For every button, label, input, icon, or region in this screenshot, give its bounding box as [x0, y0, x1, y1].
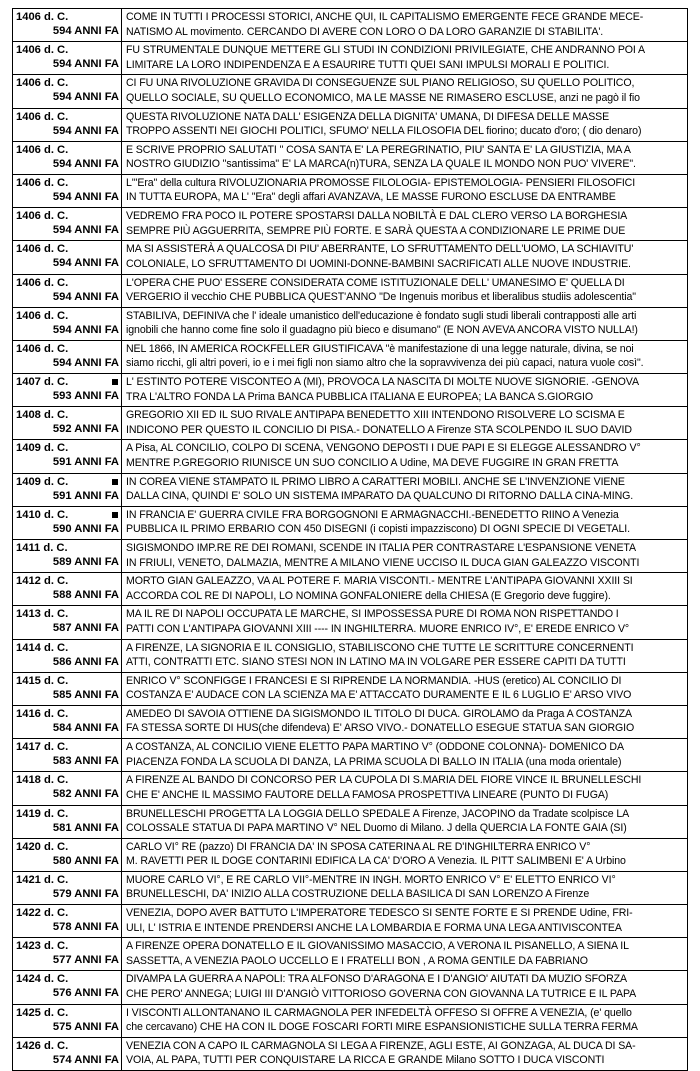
timeline-row [13, 772, 688, 805]
date-cell [13, 241, 122, 274]
event-text-line: L' ESTINTO POTERE VISCONTEO A (MI), PROVOCA LA NASCITA DI MOLTE NUOVE SIGNORIE. -GENOVA [126, 376, 639, 389]
event-text-line: L'OPERA CHE PUO' ESSERE CONSIDERATA COME ISTITUZIONALE DELL' UMANESIMO E' QUELLA DI [126, 276, 625, 289]
years-ago-label: 589 ANNI FA [52, 556, 119, 568]
event-text-line: ACCORDA COL RE DI NAPOLI, LO NOMINA GONFALONIERE della CHIESA (E Gregorio deve fuggire). [126, 589, 611, 602]
year-label: 1407 d. C. [16, 376, 69, 389]
year-label: 1417 d. C. [16, 741, 69, 754]
timeline-row [13, 274, 688, 307]
years-ago-label: 590 ANNI FA [52, 522, 119, 535]
event-text-line: ATTI, CONTRATTI ETC. SIANO STESI NON IN LATINO MA IN VOLGARE PER ESSERE CAPITI DA TUTTI [126, 656, 626, 669]
event-text-line: COME IN TUTTI I PROCESSI STORICI, ANCHE QUI, IL CAPITALISMO EMERGENTE FECE GRANDE MECE- [126, 11, 644, 23]
timeline-row [13, 108, 688, 141]
event-cell [122, 1004, 688, 1037]
timeline-row [13, 739, 688, 772]
date-cell [13, 274, 122, 307]
year-label: 1406 d. C. [16, 44, 69, 57]
timeline-row [13, 905, 688, 938]
timeline-row [13, 606, 688, 639]
event-text-line: FA STESSA SORTE DI HUS(che difendeva) E' ARSO VIVO.- DONATELLO ESEGUE STATUA SAN GIORGIO [126, 722, 635, 735]
year-label: 1406 d. C. [16, 309, 69, 322]
year-label: 1410 d. C. [16, 508, 69, 521]
date-cell [13, 838, 122, 871]
year-label: 1416 d. C. [16, 707, 69, 720]
event-text-line: SASSETTA, A VENEZIA PAOLO UCCELLO E I FRATELLI BON , A ROMA GENTILE DA FABRIANO [126, 954, 588, 967]
event-cell [122, 573, 688, 606]
timeline-row [13, 540, 688, 573]
event-text-line: L'"Era" della cultura RIVOLUZIONARIA PROMOSSE FILOLOGIA- EPISTEMOLOGIA- PENSIERI FILOSOFICI [126, 176, 636, 189]
timeline-row [13, 174, 688, 207]
date-cell [13, 407, 122, 440]
year-label: 1414 d. C. [16, 641, 69, 654]
event-text-line: BRUNELLESCHI PROGETTA LA LOGGIA DELLO SPEDALE A Firenze, JACOPINO da Tradate scolpisce LA [126, 807, 630, 820]
event-text-line: CI FU UNA RIVOLUZIONE GRAVIDA DI CONSEGUENZE SUL PIANO RELIGIOSO, SU QUELLO POLITICO, [126, 77, 635, 90]
date-cell [13, 506, 122, 539]
event-text-line: NOSTRO GIUDIZIO "santissima" E' LA MARCA(n)TURA, SENZA LA QUALE IL MONDO NON PUO' VIVERE". [126, 158, 636, 171]
years-ago-label: 594 ANNI FA [52, 356, 119, 369]
event-text-line: STABILIVA, DEFINIVA che l' ideale umanistico dell'educazione è fondato sugli studi liberali contrapposti alle arti [126, 309, 637, 322]
year-label: 1406 d. C. [16, 243, 69, 256]
event-cell [122, 9, 688, 42]
event-cell [122, 705, 688, 738]
year-label: 1406 d. C. [16, 342, 69, 355]
date-cell [13, 1004, 122, 1037]
timeline-row [13, 838, 688, 871]
year-label: 1412 d. C. [16, 575, 69, 588]
event-cell [122, 108, 688, 141]
year-label: 1406 d. C. [16, 11, 69, 23]
date-cell [13, 440, 122, 473]
event-text-line: A Pisa, AL CONCILIO, COLPO DI SCENA, VENGONO DEPOSTI I DUE PAPI E SI ELEGGE ALESSANDRO V° [126, 442, 641, 455]
event-text-line: DIVAMPA LA GUERRA A NAPOLI: TRA ALFONSO D'ARAGONA E I D'ANGIO' AIUTATI DA MUZIO SFORZA [126, 973, 627, 986]
event-cell [122, 672, 688, 705]
year-label: 1419 d. C. [16, 807, 69, 820]
years-ago-label: 578 ANNI FA [52, 921, 119, 934]
years-ago-label: 582 ANNI FA [52, 788, 119, 801]
years-ago-label: 594 ANNI FA [52, 257, 119, 270]
timeline-row [13, 9, 688, 42]
year-label: 1425 d. C. [16, 1006, 69, 1019]
years-ago-label: 581 ANNI FA [52, 821, 119, 834]
event-text-line: I VISCONTI ALLONTANANO IL CARMAGNOLA PER INFEDELTÀ OFFESO SI OFFRE A VENEZIA, (e' quello [126, 1006, 632, 1019]
years-ago-label: 594 ANNI FA [52, 157, 119, 170]
event-text-line: IN TUTTA EUROPA, MA L' "Era" degli affari AVANZAVA, LE MASSE FURONO ESCLUSE DA ENTRAMBE [126, 191, 616, 204]
event-cell [122, 440, 688, 473]
event-text-line: TROPPO ASSENTI NEI GIOCHI POLITICI, SFUMO' NELLA FILOSOFIA DEL fiorino; ducato d'oro; ( dio denaro) [126, 125, 642, 138]
timeline-row [13, 208, 688, 241]
date-cell [13, 42, 122, 75]
date-cell [13, 9, 122, 42]
event-text-line: SIGISMONDO IMP.RE RE DEI ROMANI, SCENDE IN ITALIA PER CONTRASTARE L'ESPANSIONE VENETA [126, 542, 636, 554]
event-cell [122, 374, 688, 407]
years-ago-label: 594 ANNI FA [52, 190, 119, 203]
event-cell [122, 340, 688, 373]
event-cell [122, 838, 688, 871]
year-label: 1406 d. C. [16, 176, 69, 189]
date-cell [13, 971, 122, 1004]
event-cell [122, 1037, 688, 1070]
years-ago-label: 586 ANNI FA [52, 655, 119, 668]
date-cell [13, 307, 122, 340]
years-ago-label: 594 ANNI FA [52, 58, 119, 71]
event-text-line: PATTI CON L'ANTIPAPA GIOVANNI XIII ---- IN INGHILTERRA. MUORE ENRICO IV°, E' EREDE ENRICO V° [126, 622, 630, 635]
event-text-line: MORTO GIAN GALEAZZO, VA AL POTERE F. MARIA VISCONTI.- MENTRE L'ANTIPAPA GIOVANNI XXIII SI [126, 575, 633, 588]
event-cell [122, 938, 688, 971]
date-cell [13, 606, 122, 639]
event-cell [122, 42, 688, 75]
date-cell [13, 1037, 122, 1070]
timeline-row [13, 871, 688, 904]
year-label: 1406 d. C. [16, 210, 69, 223]
years-ago-label: 592 ANNI FA [52, 423, 119, 436]
event-cell [122, 805, 688, 838]
event-text-line: A FIRENZE OPERA DONATELLO E IL GIOVANISSIMO MASACCIO, A VERONA IL PISANELLO, A SIENA IL [126, 940, 629, 953]
timeline-row [13, 705, 688, 738]
event-text-line: QUELLO SOCIALE, SU QUELLO ECONOMICO, MA LE MASSE NE RIMASERO ESCLUSE, anzi ne pagò il fio [126, 91, 640, 104]
event-cell [122, 274, 688, 307]
years-ago-label: 577 ANNI FA [52, 954, 119, 967]
event-cell [122, 739, 688, 772]
event-cell [122, 606, 688, 639]
timeline-row [13, 672, 688, 705]
event-text-line: CHE E' ANCHE IL MASSIMO FAUTORE DELLA FAMOSA PROSPETTIVA LINEARE (PUNTO DI FUGA) [126, 788, 609, 801]
year-label: 1413 d. C. [16, 608, 69, 621]
event-cell [122, 407, 688, 440]
event-text-line: VENEZIA, DOPO AVER BATTUTO L'IMPERATORE TEDESCO SI SENTE FORTE E SI PRENDE Udine, FRI- [126, 907, 633, 920]
event-text-line: PIACENZA FONDA LA SCUOLA DI DANZA, LA PRIMA SCUOLA DI BALLO IN ITALIA (una moda orientale) [126, 755, 622, 768]
event-cell [122, 540, 688, 573]
timeline-rows [13, 9, 688, 1071]
event-text-line: COSTANZA E' AUDACE CON LA SCIENZA MA E' ATTACCATO DURAMENTE E IL 6 LUGLIO E' ARSO VIVO [126, 689, 632, 702]
event-text-line: CHE PERO' ANNEGA; LUIGI III D'ANGIÒ VITTORIOSO GOVERNA CON GIOVANNA LA TUTRICE E IL PAPA [126, 987, 637, 1000]
event-text-line: MA IL RE DI NAPOLI OCCUPATA LE MARCHE, SI IMPOSSESSA PURE DI ROMA NON RISPETTANDO I [126, 608, 619, 621]
date-cell [13, 473, 122, 506]
event-text-line: NATISMO AL movimento. CERCANDO DI AVERE CON LORO O DA LORO GARANZIE DI STABILITA'. [126, 25, 604, 38]
event-text-line: A COSTANZA, AL CONCILIO VIENE ELETTO PAPA MARTINO V° (ODDONE COLONNA)- DOMENICO DA [126, 741, 624, 754]
timeline-row [13, 1037, 688, 1070]
year-label: 1409 d. C. [16, 442, 69, 455]
event-text-line: BRUNELLESCHI, DA' INIZIO ALLA COSTRUZIONE DELLA BASILICA DI SAN LORENZO A Firenze [126, 888, 590, 901]
date-cell [13, 739, 122, 772]
timeline-row [13, 75, 688, 108]
event-text-line: ignobili che hanno come fine solo il guadagno più bieco e disumano" (E NON AVEVA ANCORA VISTO NULLA!) [126, 324, 638, 337]
event-cell [122, 75, 688, 108]
timeline-row [13, 141, 688, 174]
year-label: 1409 d. C. [16, 475, 69, 488]
timeline-row [13, 340, 688, 373]
year-label: 1422 d. C. [16, 907, 69, 920]
event-text-line: INDICONO PER QUESTO IL CONCILIO DI PISA.- DONATELLO A Firenze STA SCOLPENDO IL SUO DAVID [126, 423, 632, 436]
years-ago-label: 585 ANNI FA [52, 688, 119, 701]
event-text-line: che cercavano) CHE HA CON IL DOGE FOSCARI FORTI MIRE ESPANSIONISTICHE SULLA TERRA FERMA [126, 1021, 638, 1034]
years-ago-label: 594 ANNI FA [52, 91, 119, 104]
square-bullet-icon [112, 479, 118, 485]
timeline-row [13, 374, 688, 407]
date-cell [13, 141, 122, 174]
timeline-row [13, 938, 688, 971]
date-cell [13, 705, 122, 738]
event-text-line: IN COREA VIENE STAMPATO IL PRIMO LIBRO A CARATTERI MOBILI. ANCHE SE L'INVENZIONE VIENE [126, 475, 625, 488]
timeline-row [13, 1004, 688, 1037]
years-ago-label: 574 ANNI FA [52, 1053, 119, 1066]
event-text-line: GREGORIO XII ED IL SUO RIVALE ANTIPAPA BENEDETTO XIII INTENDONO RISOLVERE LO SCISMA E [126, 409, 625, 422]
event-text-line: CARLO VI° RE (pazzo) DI FRANCIA DA' IN SPOSA CATERINA AL RE D'INGHILTERRA ENRICO V° [126, 840, 591, 853]
year-label: 1406 d. C. [16, 276, 69, 289]
year-label: 1426 d. C. [16, 1039, 69, 1052]
timeline-row [13, 506, 688, 539]
years-ago-label: 587 ANNI FA [52, 622, 119, 635]
years-ago-label: 584 ANNI FA [52, 721, 119, 734]
timeline-table [12, 8, 688, 1071]
event-text-line: VENEZIA CON A CAPO IL CARMAGNOLA SI LEGA A FIRENZE, AGLI ESTE, AI GONZAGA, AL DUCA DI SA- [126, 1039, 636, 1052]
event-text-line: DALLA CINA, QUINDI E' SOLO UN SISTEMA IMPARATO DA QUALCUNO DI RITORNO DALLA CINA-MING. [126, 490, 634, 503]
square-bullet-icon [112, 512, 118, 518]
event-cell [122, 506, 688, 539]
years-ago-label: 594 ANNI FA [52, 25, 119, 37]
event-text-line: MA SI ASSISTERÀ A QUALCOSA DI PIU' ABERRANTE, LO SFRUTTAMENTO DELL'UOMO, LA SCHIAVITU' [126, 243, 634, 256]
event-text-line: MUORE CARLO VI°, E RE CARLO VII°-MENTRE IN INGH. MORTO ENRICO V° E' ELETTO ENRICO VI° [126, 873, 616, 886]
event-cell [122, 871, 688, 904]
date-cell [13, 75, 122, 108]
event-text-line: SEMPRE PIÙ AGGUERRITA, SEMPRE PIÙ FORTE. E SARÀ QUESTA A CONDIZIONARE LE PRIME DUE [126, 224, 626, 237]
date-cell [13, 871, 122, 904]
years-ago-label: 588 ANNI FA [52, 589, 119, 602]
event-text-line: AMEDEO DI SAVOIA OTTIENE DA SIGISMONDO IL TITOLO DI DUCA. GIROLAMO da Praga A COSTANZA [126, 707, 632, 720]
event-text-line: IN FRANCIA E' GUERRA CIVILE FRA BORGOGNONI E ARMAGNACCHI.-BENEDETTO RIINO A Venezia [126, 508, 619, 521]
years-ago-label: 594 ANNI FA [52, 224, 119, 237]
event-text-line: LIMITARE LA LORO INDIPENDENZA E A ESAURIRE TUTTI QUEI SANI IMPULSI MORALI E POLITICI. [126, 58, 610, 71]
event-text-line: TRA L'ALTRO FONDA LA Prima BANCA PUBBLICA ITALIANA E EUROPEA; LA BANCA S.GIORGIO [126, 390, 593, 403]
event-text-line: A FIRENZE, LA SIGNORIA E IL CONSIGLIO, STABILISCONO CHE TUTTE LE SCRITTURE CONCERNENTI [126, 641, 634, 654]
event-cell [122, 307, 688, 340]
timeline-row [13, 473, 688, 506]
event-text-line: siamo ricchi, gli altri poveri, io e i mei figli non siamo altro che la sopravvivenza dei più capaci, natura vuole così". [126, 357, 644, 370]
year-label: 1408 d. C. [16, 409, 69, 422]
event-text-line: FU STRUMENTALE DUNQUE METTERE GLI STUDI IN CONDIZIONI PRIVILEGIATE, CHE ANDRANNO POI A [126, 44, 645, 57]
years-ago-label: 591 ANNI FA [52, 456, 119, 469]
years-ago-label: 579 ANNI FA [52, 887, 119, 900]
year-label: 1423 d. C. [16, 940, 69, 953]
event-text-line: A FIRENZE AL BANDO DI CONCORSO PER LA CUPOLA DI S.MARIA DEL FIORE VINCE IL BRUNELLESCHI [126, 774, 642, 787]
timeline-row [13, 440, 688, 473]
timeline-row [13, 639, 688, 672]
event-text-line: E SCRIVE PROPRIO SALUTATI " COSA SANTA E' LA PEREGRINATIO, PIU' SANTA E' LA GIUSTIZIA, MA A [126, 143, 631, 156]
event-text-line: COLOSSALE STATUA DI PAPA MARTINO V° NEL Duomo di Milano. J della QUERCIA LA FONTE GAIA (SI) [126, 822, 627, 834]
date-cell [13, 208, 122, 241]
years-ago-label: 594 ANNI FA [52, 124, 119, 137]
date-cell [13, 938, 122, 971]
year-label: 1415 d. C. [16, 674, 69, 687]
event-text-line: VEDREMO FRA POCO IL POTERE SPOSTARSI DALLA NOBILTÀ E DAL CLERO VERSO LA BORGHESIA [126, 210, 628, 223]
event-cell [122, 473, 688, 506]
event-text-line: PUBBLICA IL PRIMO ERBARIO CON 450 DISEGNI (i copisti impazziscono) DI OGNI SPECIE DI VEGETALI. [126, 523, 630, 536]
event-text-line: VERGERIO il vecchio CHE PUBBLICA QUEST'ANNO "De Ingenuis moribus et liberalibus studiis adolescentia" [126, 291, 636, 303]
year-label: 1411 d. C. [16, 542, 68, 554]
event-text-line: QUESTA RIVOLUZIONE NATA DALL' ESIGENZA DELLA DIGNITA' UMANA, DI DIFESA DELLE MASSE [126, 110, 610, 123]
event-text-line: M. RAVETTI PER IL DOGE CONTARINI EDIFICA LA CA' D'ORO A Venezia. IL PITT SALIMBENI E' A Urbino [126, 855, 626, 868]
year-label: 1406 d. C. [16, 143, 69, 156]
years-ago-label: 575 ANNI FA [52, 1020, 119, 1033]
date-cell [13, 573, 122, 606]
timeline-row [13, 42, 688, 75]
timeline-row [13, 805, 688, 838]
date-cell [13, 374, 122, 407]
years-ago-label: 594 ANNI FA [52, 290, 119, 303]
square-bullet-icon [112, 379, 118, 385]
year-label: 1421 d. C. [16, 873, 69, 886]
event-text-line: ULI, L' ISTRIA E INTENDE PRENDERSI ANCHE LA LOMBARDIA E FORMA UNA LEGA ANTIVISCONTEA [126, 921, 622, 934]
years-ago-label: 580 ANNI FA [52, 854, 119, 867]
event-text-line: MENTRE P.GREGORIO RIUNISCE UN SUO CONCILIO A Udine, MA DEVE FUGGIRE IN GRAN FRETTA [126, 456, 619, 469]
event-text-line: COLONIALE, LO SFRUTTAMENTO DI UOMINI-DONNE-BAMBINI SACRIFICATI ALLE NUOVE INDUSTRIE. [126, 257, 631, 270]
date-cell [13, 672, 122, 705]
years-ago-label: 593 ANNI FA [52, 390, 119, 403]
date-cell [13, 772, 122, 805]
event-cell [122, 174, 688, 207]
year-label: 1420 d. C. [16, 840, 69, 853]
year-label: 1406 d. C. [16, 110, 69, 123]
event-cell [122, 971, 688, 1004]
timeline-row [13, 971, 688, 1004]
date-cell [13, 905, 122, 938]
date-cell [13, 340, 122, 373]
year-label: 1406 d. C. [16, 77, 69, 90]
event-text-line: ENRICO V° SCONFIGGE I FRANCESI E SI RIPRENDE LA NORMANDIA. -HUS (eretico) AL CONCILIO DI [126, 674, 622, 687]
date-cell [13, 540, 122, 573]
timeline-row [13, 407, 688, 440]
year-label: 1418 d. C. [16, 774, 69, 787]
year-label: 1424 d. C. [16, 973, 69, 986]
years-ago-label: 576 ANNI FA [52, 987, 119, 1000]
date-cell [13, 108, 122, 141]
years-ago-label: 583 ANNI FA [52, 755, 119, 768]
event-text-line: NEL 1866, IN AMERICA ROCKFELLER GIUSTIFICAVA "è manifestazione di una legge naturale, divina, se noi [126, 342, 634, 355]
event-cell [122, 639, 688, 672]
event-text-line: IN FRIULI, VENETO, DALMAZIA, MENTRE A MILANO VIENE UCCISO IL DUCA GIAN GALEAZZO VISCONTI [126, 556, 640, 569]
timeline-row [13, 573, 688, 606]
event-cell [122, 241, 688, 274]
timeline-row [13, 307, 688, 340]
date-cell [13, 639, 122, 672]
event-cell [122, 905, 688, 938]
years-ago-label: 591 ANNI FA [52, 489, 119, 502]
event-cell [122, 208, 688, 241]
date-cell [13, 805, 122, 838]
date-cell [13, 174, 122, 207]
timeline-row [13, 241, 688, 274]
event-text-line: VOIA, AL PAPA, TUTTI PER CONQUISTARE LA RICCA E GRANDE Milano SOTTO I DUCA VISCONTI [126, 1054, 605, 1067]
years-ago-label: 594 ANNI FA [52, 323, 119, 336]
event-cell [122, 772, 688, 805]
event-cell [122, 141, 688, 174]
